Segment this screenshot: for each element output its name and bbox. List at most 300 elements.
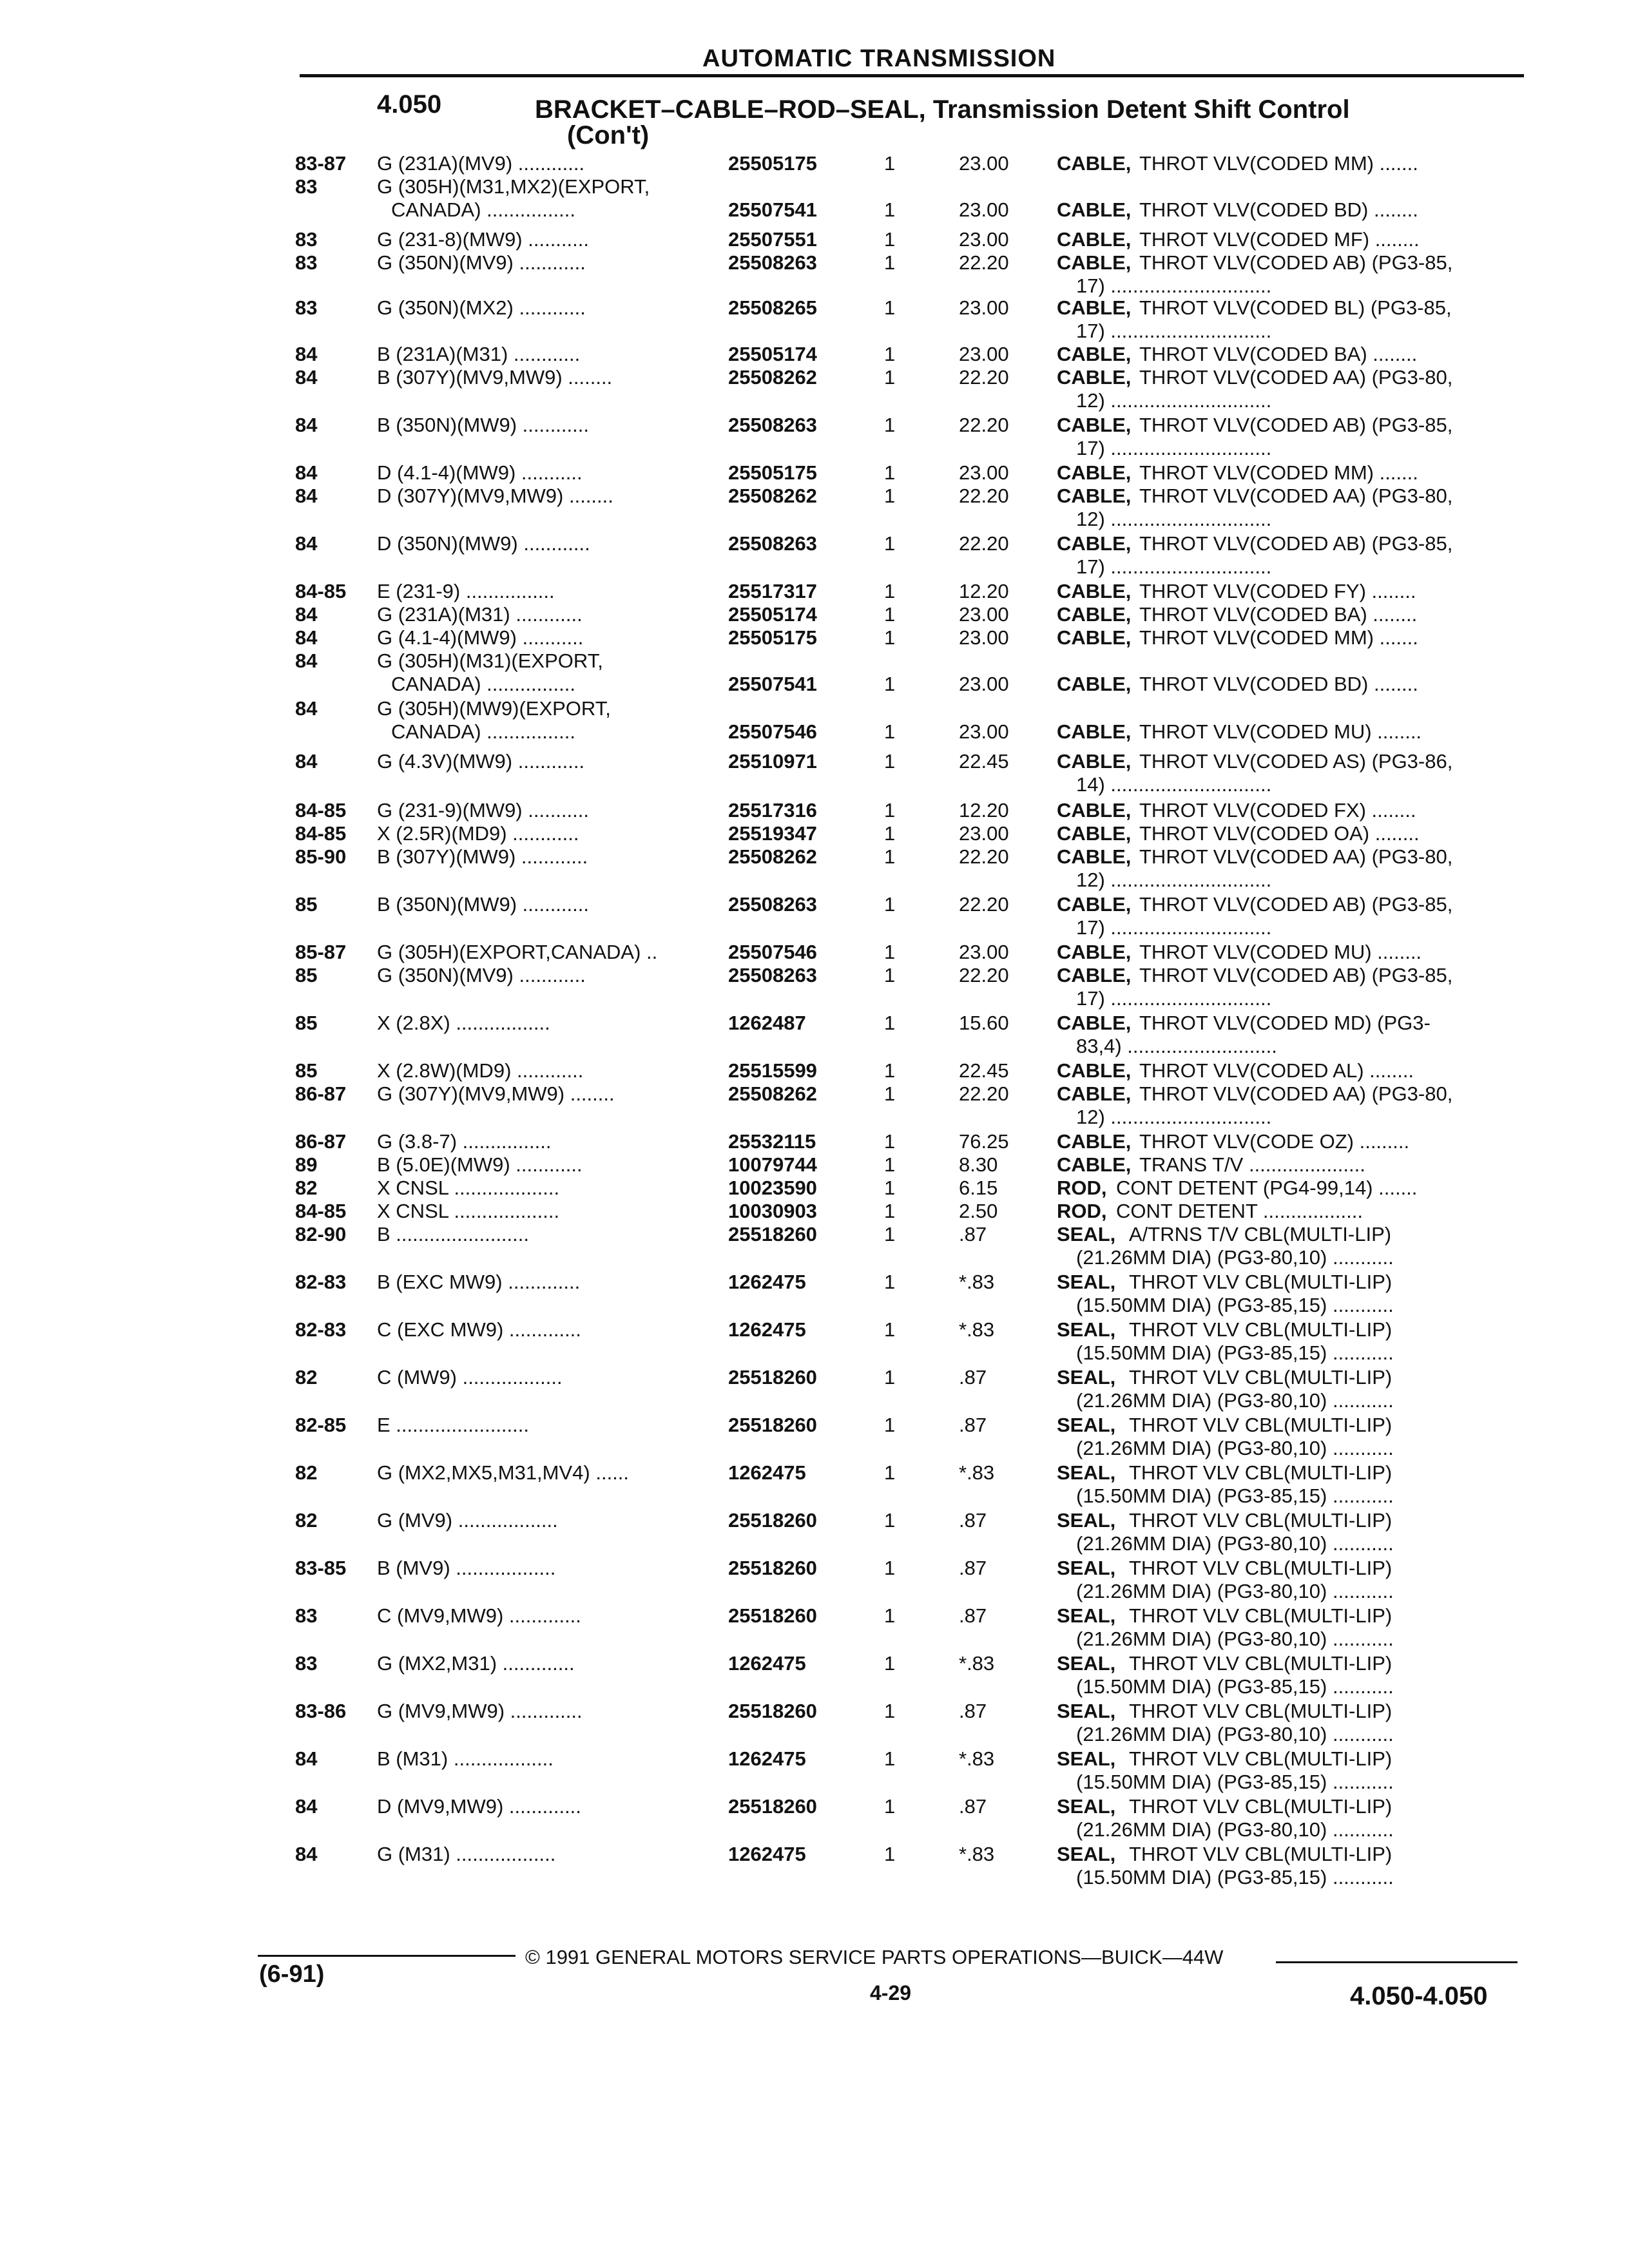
row-application: B (MV9) .................. — [377, 1557, 556, 1579]
row-quantity: 1 — [884, 720, 896, 743]
row-application: B (350N)(MW9) ............ — [377, 893, 589, 916]
row-year: 84 — [295, 697, 318, 720]
footer-date: (6-91) — [259, 1961, 325, 1988]
row-description: THROT VLV(CODE OZ) ......... — [1139, 1130, 1410, 1153]
row-description: THROT VLV CBL(MULTI-LIP) — [1129, 1271, 1393, 1293]
row-description: THROT VLV(CODED AB) (PG3-85, — [1139, 251, 1453, 274]
row-part-number: 25519347 — [728, 822, 817, 845]
row-description: TRANS T/V ..................... — [1139, 1153, 1365, 1176]
row-price: 23.00 — [959, 822, 1009, 845]
row-quantity: 1 — [884, 845, 896, 868]
row-year: 83-87 — [295, 152, 347, 175]
row-quantity: 1 — [884, 343, 896, 365]
row-description-label: SEAL, — [1057, 1795, 1116, 1818]
row-description: THROT VLV(CODED AS) (PG3-86, — [1139, 750, 1453, 773]
row-year: 83 — [295, 251, 318, 274]
row-price: .87 — [959, 1223, 987, 1245]
row-year: 84-85 — [295, 799, 347, 822]
row-application: G (350N)(MX2) ............ — [377, 296, 586, 319]
row-quantity: 1 — [884, 251, 896, 274]
row-description-label: ROD, — [1057, 1200, 1107, 1222]
row-year: 84 — [295, 366, 318, 389]
header-rule — [300, 74, 1524, 77]
row-price: 22.20 — [959, 414, 1009, 436]
row-part-number: 10023590 — [728, 1177, 817, 1199]
row-description-label: SEAL, — [1057, 1509, 1116, 1532]
row-price: 23.00 — [959, 343, 1009, 365]
row-description: THROT VLV CBL(MULTI-LIP) — [1129, 1414, 1393, 1436]
row-description-label: CABLE, — [1057, 532, 1132, 555]
row-quantity: 1 — [884, 1604, 896, 1627]
row-description-label: CABLE, — [1057, 673, 1132, 695]
row-description: THROT VLV(CODED MM) ....... — [1139, 626, 1418, 649]
row-price: *.83 — [959, 1843, 995, 1865]
row-year: 83-86 — [295, 1700, 347, 1722]
row-year: 84-85 — [295, 580, 347, 602]
section-number: 4.050 — [377, 90, 442, 119]
row-quantity: 1 — [884, 941, 896, 963]
row-description: THROT VLV(CODED FX) ........ — [1139, 799, 1416, 822]
row-price: *.83 — [959, 1271, 995, 1293]
row-description-cont: (15.50MM DIA) (PG3-85,15) ........... — [1076, 1485, 1394, 1507]
row-description-cont: (21.26MM DIA) (PG3-80,10) ........... — [1076, 1628, 1394, 1650]
row-part-number: 1262475 — [728, 1652, 806, 1675]
row-part-number: 25505175 — [728, 152, 817, 175]
row-application: B (307Y)(MV9,MW9) ........ — [377, 366, 613, 389]
row-description: THROT VLV CBL(MULTI-LIP) — [1129, 1604, 1393, 1627]
row-description-label: SEAL, — [1057, 1461, 1116, 1484]
row-quantity: 1 — [884, 1843, 896, 1865]
row-year: 82-85 — [295, 1414, 347, 1436]
row-application: B ........................ — [377, 1223, 529, 1245]
row-description: THROT VLV(CODED MM) ....... — [1139, 152, 1418, 175]
row-year: 84 — [295, 485, 318, 507]
row-year: 84 — [295, 750, 318, 773]
row-description: A/TRNS T/V CBL(MULTI-LIP) — [1129, 1223, 1392, 1245]
row-price: 22.20 — [959, 366, 1009, 389]
row-description-cont: (21.26MM DIA) (PG3-80,10) ........... — [1076, 1818, 1394, 1841]
row-quantity: 1 — [884, 461, 896, 484]
row-price: 23.00 — [959, 720, 1009, 743]
row-description-cont: 17) ............................. — [1076, 916, 1272, 939]
row-quantity: 1 — [884, 152, 896, 175]
row-price: 22.45 — [959, 750, 1009, 773]
row-description-label: CABLE, — [1057, 1012, 1132, 1034]
row-application: B (EXC MW9) ............. — [377, 1271, 581, 1293]
row-price: 22.20 — [959, 485, 1009, 507]
row-description: THROT VLV CBL(MULTI-LIP) — [1129, 1509, 1393, 1532]
row-application: D (MV9,MW9) ............. — [377, 1795, 581, 1818]
row-year: 85-87 — [295, 941, 347, 963]
row-part-number: 25507551 — [728, 228, 817, 251]
row-part-number: 25508262 — [728, 845, 817, 868]
row-description-cont: 83,4) ........................... — [1076, 1035, 1277, 1057]
row-quantity: 1 — [884, 1509, 896, 1532]
row-quantity: 1 — [884, 296, 896, 319]
row-year: 82-83 — [295, 1271, 347, 1293]
row-price: *.83 — [959, 1747, 995, 1770]
row-year: 84-85 — [295, 822, 347, 845]
row-description: CONT DETENT .................. — [1116, 1200, 1363, 1222]
row-description: THROT VLV(CODED AB) (PG3-85, — [1139, 893, 1453, 916]
row-quantity: 1 — [884, 1461, 896, 1484]
row-application: X CNSL ................... — [377, 1200, 560, 1222]
row-description-label: CABLE, — [1057, 296, 1132, 319]
row-price: *.83 — [959, 1461, 995, 1484]
row-year: 83 — [295, 1604, 318, 1627]
row-description: THROT VLV(CODED MM) ....... — [1139, 461, 1418, 484]
row-description-cont: (15.50MM DIA) (PG3-85,15) ........... — [1076, 1866, 1394, 1888]
row-price: .87 — [959, 1414, 987, 1436]
row-description-label: CABLE, — [1057, 414, 1132, 436]
row-application-cont: CANADA) ................ — [391, 720, 575, 743]
row-description-cont: 17) ............................. — [1076, 320, 1272, 342]
row-description-cont: (15.50MM DIA) (PG3-85,15) ........... — [1076, 1294, 1394, 1316]
row-year: 84 — [295, 461, 318, 484]
row-quantity: 1 — [884, 1557, 896, 1579]
row-part-number: 1262475 — [728, 1843, 806, 1865]
row-description-label: CABLE, — [1057, 1130, 1132, 1153]
row-application: G (4.3V)(MW9) ............ — [377, 750, 585, 773]
row-description: THROT VLV(CODED MF) ........ — [1139, 228, 1420, 251]
row-part-number: 25518260 — [728, 1604, 817, 1627]
row-description-cont: (21.26MM DIA) (PG3-80,10) ........... — [1076, 1723, 1394, 1745]
row-application: G (231-8)(MW9) ........... — [377, 228, 589, 251]
row-description-label: CABLE, — [1057, 152, 1132, 175]
row-quantity: 1 — [884, 1652, 896, 1675]
row-part-number: 25517316 — [728, 799, 817, 822]
row-part-number: 25518260 — [728, 1795, 817, 1818]
row-description-cont: (21.26MM DIA) (PG3-80,10) ........... — [1076, 1437, 1394, 1459]
row-year: 82-83 — [295, 1318, 347, 1341]
row-application: X CNSL ................... — [377, 1177, 560, 1199]
row-description-cont: 17) ............................. — [1076, 437, 1272, 459]
row-part-number: 1262475 — [728, 1747, 806, 1770]
row-year: 84 — [295, 603, 318, 626]
row-price: 23.00 — [959, 603, 1009, 626]
row-part-number: 25510971 — [728, 750, 817, 773]
row-year: 82 — [295, 1366, 318, 1389]
row-quantity: 1 — [884, 1318, 896, 1341]
row-quantity: 1 — [884, 485, 896, 507]
row-quantity: 1 — [884, 750, 896, 773]
row-price: 23.00 — [959, 673, 1009, 695]
row-description: THROT VLV(CODED BD) ........ — [1139, 198, 1418, 221]
row-part-number: 25505175 — [728, 626, 817, 649]
row-price: 23.00 — [959, 152, 1009, 175]
row-part-number: 25507541 — [728, 673, 817, 695]
row-description-label: CABLE, — [1057, 1082, 1132, 1105]
row-description-label: SEAL, — [1057, 1747, 1116, 1770]
row-description-label: CABLE, — [1057, 720, 1132, 743]
row-description-label: CABLE, — [1057, 845, 1132, 868]
row-description-label: SEAL, — [1057, 1271, 1116, 1293]
row-part-number: 25508263 — [728, 532, 817, 555]
row-application: G (MV9,MW9) ............. — [377, 1700, 583, 1722]
row-part-number: 25505174 — [728, 603, 817, 626]
row-description-label: CABLE, — [1057, 485, 1132, 507]
row-description-label: CABLE, — [1057, 750, 1132, 773]
row-year: 84-85 — [295, 1200, 347, 1222]
row-application: G (305H)(EXPORT,CANADA) .. — [377, 941, 658, 963]
row-description-cont: 12) ............................. — [1076, 508, 1272, 530]
row-quantity: 1 — [884, 893, 896, 916]
row-description: THROT VLV(CODED BA) ........ — [1139, 603, 1418, 626]
row-application: G (350N)(MV9) ............ — [377, 251, 586, 274]
row-description: THROT VLV(CODED BA) ........ — [1139, 343, 1418, 365]
row-part-number: 10079744 — [728, 1153, 817, 1176]
row-description-label: SEAL, — [1057, 1414, 1116, 1436]
row-application: X (2.8W)(MD9) ............ — [377, 1059, 584, 1082]
row-year: 86-87 — [295, 1130, 347, 1153]
row-price: 22.20 — [959, 893, 1009, 916]
row-quantity: 1 — [884, 1414, 896, 1436]
row-part-number: 25508263 — [728, 964, 817, 986]
row-application: B (5.0E)(MW9) ............ — [377, 1153, 583, 1176]
row-description: THROT VLV(CODED BD) ........ — [1139, 673, 1418, 695]
row-description-label: SEAL, — [1057, 1223, 1116, 1245]
row-application: X (2.8X) ................. — [377, 1012, 550, 1034]
page-header-title: AUTOMATIC TRANSMISSION — [702, 45, 1056, 72]
row-price: .87 — [959, 1604, 987, 1627]
row-price: 6.15 — [959, 1177, 998, 1199]
row-year: 84 — [295, 343, 318, 365]
row-description-label: SEAL, — [1057, 1604, 1116, 1627]
row-price: 23.00 — [959, 296, 1009, 319]
row-year: 82 — [295, 1461, 318, 1484]
row-application: G (MX2,MX5,M31,MV4) ...... — [377, 1461, 630, 1484]
row-quantity: 1 — [884, 1795, 896, 1818]
row-description-label: CABLE, — [1057, 366, 1132, 389]
row-application: D (350N)(MW9) ............ — [377, 532, 590, 555]
row-price: 22.45 — [959, 1059, 1009, 1082]
row-description: THROT VLV(CODED BL) (PG3-85, — [1139, 296, 1452, 319]
row-description: THROT VLV(CODED AL) ........ — [1139, 1059, 1414, 1082]
row-description: THROT VLV(CODED FY) ........ — [1139, 580, 1416, 602]
row-application: G (MV9) .................. — [377, 1509, 558, 1532]
row-application: G (3.8-7) ................ — [377, 1130, 552, 1153]
section-title-cont: (Con't) — [567, 121, 650, 149]
row-year: 85 — [295, 964, 318, 986]
row-part-number: 25508262 — [728, 366, 817, 389]
row-description-label: CABLE, — [1057, 603, 1132, 626]
row-price: 23.00 — [959, 228, 1009, 251]
row-quantity: 1 — [884, 964, 896, 986]
row-part-number: 25508263 — [728, 414, 817, 436]
row-application: G (307Y)(MV9,MW9) ........ — [377, 1082, 615, 1105]
row-application: G (305H)(M31)(EXPORT, — [377, 649, 603, 672]
row-description-label: CABLE, — [1057, 198, 1132, 221]
row-quantity: 1 — [884, 1012, 896, 1034]
footer-page-number: 4-29 — [870, 1981, 912, 2004]
row-application: G (305H)(MW9)(EXPORT, — [377, 697, 611, 720]
row-description-label: CABLE, — [1057, 822, 1132, 845]
row-description-cont: 17) ............................. — [1076, 555, 1272, 578]
row-part-number: 25508263 — [728, 893, 817, 916]
row-description: THROT VLV CBL(MULTI-LIP) — [1129, 1700, 1393, 1722]
row-quantity: 1 — [884, 799, 896, 822]
row-quantity: 1 — [884, 603, 896, 626]
row-application: D (307Y)(MV9,MW9) ........ — [377, 485, 613, 507]
row-year: 83 — [295, 175, 318, 198]
row-description: THROT VLV CBL(MULTI-LIP) — [1129, 1747, 1393, 1770]
row-application: C (MW9) .................. — [377, 1366, 563, 1389]
row-quantity: 1 — [884, 1200, 896, 1222]
row-application: G (305H)(M31,MX2)(EXPORT, — [377, 175, 650, 198]
row-price: 22.20 — [959, 845, 1009, 868]
row-year: 86-87 — [295, 1082, 347, 1105]
row-year: 84 — [295, 1795, 318, 1818]
row-description-cont: 12) ............................. — [1076, 869, 1272, 891]
row-year: 84 — [295, 649, 318, 672]
row-description-cont: 17) ............................. — [1076, 987, 1272, 1010]
row-year: 89 — [295, 1153, 318, 1176]
row-application: G (M31) .................. — [377, 1843, 556, 1865]
row-description-label: CABLE, — [1057, 228, 1132, 251]
row-description-label: CABLE, — [1057, 964, 1132, 986]
row-year: 83-85 — [295, 1557, 347, 1579]
row-quantity: 1 — [884, 228, 896, 251]
row-application: X (2.5R)(MD9) ............ — [377, 822, 579, 845]
row-year: 85-90 — [295, 845, 347, 868]
row-part-number: 25518260 — [728, 1223, 817, 1245]
row-application: B (231A)(M31) ............ — [377, 343, 581, 365]
row-description: THROT VLV(CODED MU) ........ — [1139, 941, 1422, 963]
row-price: 22.20 — [959, 251, 1009, 274]
row-part-number: 25507546 — [728, 720, 817, 743]
row-year: 85 — [295, 1012, 318, 1034]
row-part-number: 1262475 — [728, 1271, 806, 1293]
row-price: 12.20 — [959, 799, 1009, 822]
row-price: 2.50 — [959, 1200, 998, 1222]
row-year: 84 — [295, 1843, 318, 1865]
row-part-number: 25518260 — [728, 1509, 817, 1532]
row-quantity: 1 — [884, 580, 896, 602]
row-quantity: 1 — [884, 822, 896, 845]
row-description: THROT VLV(CODED MU) ........ — [1139, 720, 1422, 743]
row-description: THROT VLV CBL(MULTI-LIP) — [1129, 1652, 1393, 1675]
row-year: 84 — [295, 414, 318, 436]
row-price: 23.00 — [959, 941, 1009, 963]
row-quantity: 1 — [884, 366, 896, 389]
row-description: THROT VLV(CODED AA) (PG3-80, — [1139, 845, 1453, 868]
row-quantity: 1 — [884, 1271, 896, 1293]
row-part-number: 1262487 — [728, 1012, 806, 1034]
row-description: THROT VLV(CODED MD) (PG3- — [1139, 1012, 1431, 1034]
row-price: .87 — [959, 1795, 987, 1818]
row-price: .87 — [959, 1700, 987, 1722]
row-description: THROT VLV CBL(MULTI-LIP) — [1129, 1795, 1393, 1818]
row-quantity: 1 — [884, 1747, 896, 1770]
row-description-cont: (15.50MM DIA) (PG3-85,15) ........... — [1076, 1341, 1394, 1364]
row-part-number: 1262475 — [728, 1318, 806, 1341]
row-quantity: 1 — [884, 1223, 896, 1245]
row-price: 8.30 — [959, 1153, 998, 1176]
row-price: .87 — [959, 1509, 987, 1532]
row-year: 83 — [295, 296, 318, 319]
row-part-number: 25505175 — [728, 461, 817, 484]
row-year: 84 — [295, 532, 318, 555]
row-description: THROT VLV(CODED AB) (PG3-85, — [1139, 532, 1453, 555]
row-application: B (350N)(MW9) ............ — [377, 414, 589, 436]
row-description-cont: (21.26MM DIA) (PG3-80,10) ........... — [1076, 1389, 1394, 1412]
row-year: 82 — [295, 1509, 318, 1532]
row-application: G (MX2,M31) ............. — [377, 1652, 575, 1675]
row-quantity: 1 — [884, 1059, 896, 1082]
row-application: G (231-9)(MW9) ........... — [377, 799, 589, 822]
footer-rule-left — [258, 1955, 516, 1957]
row-price: 22.20 — [959, 964, 1009, 986]
row-description-cont: (21.26MM DIA) (PG3-80,10) ........... — [1076, 1580, 1394, 1602]
row-description: THROT VLV(CODED AA) (PG3-80, — [1139, 1082, 1453, 1105]
row-description-cont: (15.50MM DIA) (PG3-85,15) ........... — [1076, 1771, 1394, 1793]
row-part-number: 25507546 — [728, 941, 817, 963]
row-part-number: 25507541 — [728, 198, 817, 221]
section-title — [535, 97, 1350, 148]
row-description-cont: (21.26MM DIA) (PG3-80,10) ........... — [1076, 1246, 1394, 1269]
row-description-label: SEAL, — [1057, 1366, 1116, 1389]
row-description-cont: 12) ............................. — [1076, 389, 1272, 412]
row-part-number: 25505174 — [728, 343, 817, 365]
row-part-number: 25508262 — [728, 485, 817, 507]
row-description-label: SEAL, — [1057, 1557, 1116, 1579]
row-price: 23.00 — [959, 461, 1009, 484]
row-part-number: 25508262 — [728, 1082, 817, 1105]
row-description: THROT VLV(CODED AA) (PG3-80, — [1139, 485, 1453, 507]
row-year: 83 — [295, 1652, 318, 1675]
row-price: .87 — [959, 1557, 987, 1579]
row-description: CONT DETENT (PG4-99,14) ....... — [1116, 1177, 1418, 1199]
row-part-number: 1262475 — [728, 1461, 806, 1484]
row-application: E (231-9) ................ — [377, 580, 555, 602]
row-price: .87 — [959, 1366, 987, 1389]
row-application: C (MV9,MW9) ............. — [377, 1604, 581, 1627]
row-description: THROT VLV CBL(MULTI-LIP) — [1129, 1366, 1393, 1389]
row-application: E ........................ — [377, 1414, 529, 1436]
row-year: 84 — [295, 626, 318, 649]
row-quantity: 1 — [884, 1082, 896, 1105]
row-part-number: 10030903 — [728, 1200, 817, 1222]
row-year: 84 — [295, 1747, 318, 1770]
row-part-number: 25517317 — [728, 580, 817, 602]
row-price: *.83 — [959, 1318, 995, 1341]
row-quantity: 1 — [884, 198, 896, 221]
row-application: B (M31) .................. — [377, 1747, 554, 1770]
row-part-number: 25518260 — [728, 1557, 817, 1579]
row-application-cont: CANADA) ................ — [391, 673, 575, 695]
row-description: THROT VLV CBL(MULTI-LIP) — [1129, 1557, 1393, 1579]
row-description-label: CABLE, — [1057, 343, 1132, 365]
row-part-number: 25532115 — [728, 1130, 816, 1153]
row-application: G (350N)(MV9) ............ — [377, 964, 586, 986]
row-description-label: CABLE, — [1057, 580, 1132, 602]
row-description-label: CABLE, — [1057, 461, 1132, 484]
row-year: 83 — [295, 228, 318, 251]
row-quantity: 1 — [884, 1177, 896, 1199]
row-year: 85 — [295, 1059, 318, 1082]
row-part-number: 25518260 — [728, 1366, 817, 1389]
row-quantity: 1 — [884, 1700, 896, 1722]
row-description-label: SEAL, — [1057, 1843, 1116, 1865]
row-description-label: CABLE, — [1057, 251, 1132, 274]
row-quantity: 1 — [884, 532, 896, 555]
section-title-text: BRACKET–CABLE–ROD–SEAL, Transmission Detent Shift Control — [535, 95, 1350, 124]
row-price: 22.20 — [959, 1082, 1009, 1105]
row-description-cont: 17) ............................. — [1076, 274, 1272, 297]
row-description: THROT VLV(CODED AB) (PG3-85, — [1139, 964, 1453, 986]
row-part-number: 25518260 — [728, 1700, 817, 1722]
row-description-cont: 14) ............................. — [1076, 773, 1272, 796]
